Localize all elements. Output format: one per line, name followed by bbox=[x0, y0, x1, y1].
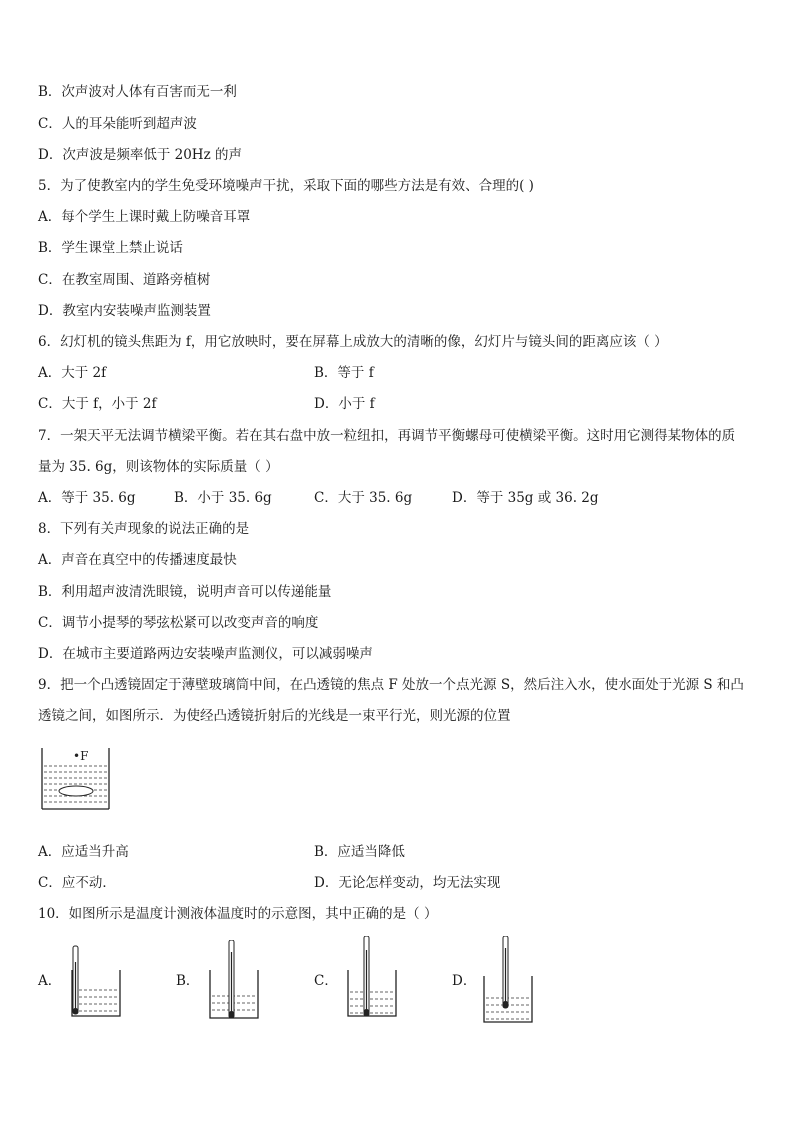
q5-option-a: A．每个学生上课时戴上防噪音耳罩 bbox=[38, 209, 251, 225]
q9-figure-tube bbox=[40, 746, 112, 812]
q8-stem: 8．下列有关声现象的说法正确的是 bbox=[38, 521, 250, 537]
q4-option-b: B．次声波对人体有百害而无一利 bbox=[38, 84, 237, 100]
q6-option-b: B．等于 f bbox=[314, 365, 374, 381]
q6-stem: 6．幻灯机的镜头焦距为 f，用它放映时，要在屏幕上成放大的清晰的像，幻灯片与镜头间的距离应该（ ） bbox=[38, 334, 668, 350]
q10-option-b-label: B． bbox=[176, 973, 200, 989]
q5-option-c: C．在教室周围、道路旁植树 bbox=[38, 272, 211, 288]
q5-option-b: B．学生课堂上禁止说话 bbox=[38, 240, 183, 256]
q7-option-a: A．等于 35. 6g bbox=[38, 490, 136, 506]
q7-option-b: B．小于 35. 6g bbox=[174, 490, 272, 506]
q10-stem: 10．如图所示是温度计测液体温度时的示意图，其中正确的是（ ） bbox=[38, 906, 438, 922]
beaker bbox=[72, 970, 120, 1016]
q9-option-c: C．应不动． bbox=[38, 875, 116, 891]
q9-stem-line2: 透镜之间，如图所示．为使经凸透镜折射后的光线是一束平行光，则光源的位置 bbox=[38, 708, 511, 724]
q8-option-d: D．在城市主要道路两边安装噪声监测仪，可以减弱噪声 bbox=[38, 646, 373, 662]
convex-lens bbox=[59, 786, 93, 796]
focus-point-label: •F bbox=[73, 749, 89, 763]
q4-option-c: C．人的耳朵能听到超声波 bbox=[38, 116, 197, 132]
q4-option-d: D．次声波是频率低于 20Hz 的声 bbox=[38, 147, 242, 163]
q10-option-a-label: A． bbox=[38, 973, 62, 989]
beaker bbox=[348, 970, 396, 1016]
q5-stem: 5．为了使教室内的学生免受环境噪声干扰，采取下面的哪些方法是有效、合理的( ) bbox=[38, 178, 534, 194]
q8-option-a: A．声音在真空中的传播速度最快 bbox=[38, 552, 237, 568]
q7-stem-line2: 量为 35. 6g，则该物体的实际质量（ ） bbox=[38, 459, 279, 475]
q7-stem-line1: 7．一架天平无法调节横梁平衡。若在其右盘中放一粒纽扣，再调节平衡螺母可使横梁平衡。这时用它测得某物体的质 bbox=[38, 428, 736, 444]
q6-option-a: A．大于 2f bbox=[38, 365, 107, 381]
q8-option-c: C．调节小提琴的琴弦松紧可以改变声音的响度 bbox=[38, 615, 319, 631]
q6-option-d: D．小于 f bbox=[314, 396, 375, 412]
q10-figure-b bbox=[206, 940, 262, 1022]
q7-option-d: D．等于 35g 或 36. 2g bbox=[452, 490, 599, 506]
q10-figure-a bbox=[68, 940, 124, 1020]
q6-option-c: C．大于 f，小于 2f bbox=[38, 396, 157, 412]
q10-figure-d bbox=[480, 936, 536, 1026]
q9-option-d: D．无论怎样变动，均无法实现 bbox=[314, 875, 501, 891]
q10-option-d-label: D． bbox=[452, 973, 477, 989]
q8-option-b: B．利用超声波清洗眼镜，说明声音可以传递能量 bbox=[38, 584, 332, 600]
q9-stem-line1: 9．把一个凸透镜固定于薄壁玻璃筒中间，在凸透镜的焦点 F 处放一个点光源 S，然后注入水，使水面处于光源 S 和凸 bbox=[38, 677, 744, 693]
q9-option-a: A．应适当升高 bbox=[38, 844, 129, 860]
q10-figure-c bbox=[344, 936, 400, 1020]
q7-option-c: C．大于 35. 6g bbox=[314, 490, 413, 506]
water-lines bbox=[44, 766, 107, 802]
q9-option-b: B．应适当降低 bbox=[314, 844, 405, 860]
q5-option-d: D．教室内安装噪声监测装置 bbox=[38, 303, 211, 319]
q10-option-c-label: C． bbox=[314, 973, 338, 989]
